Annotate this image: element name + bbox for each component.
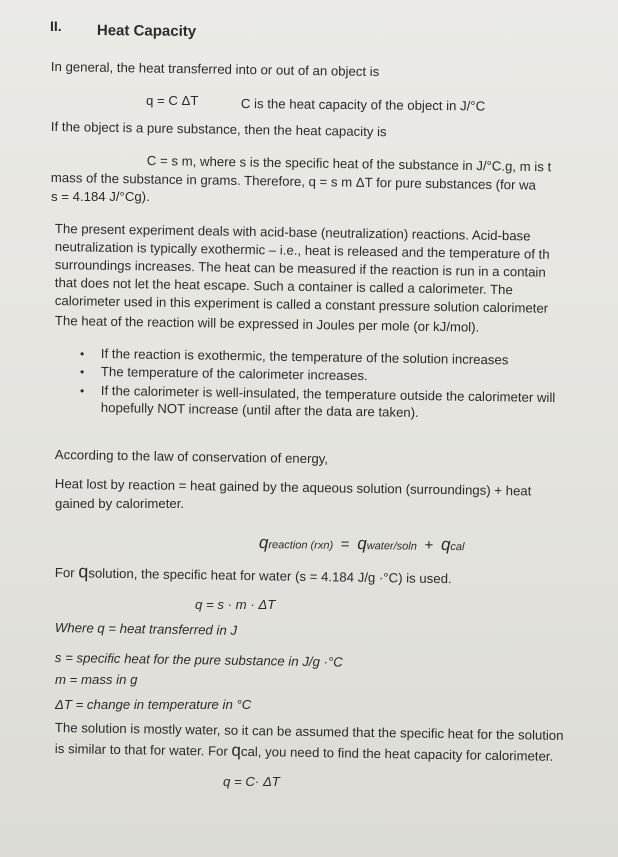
intro-line-4: s = 4.184 J/°Cg).: [51, 189, 150, 204]
solution-suffix: , the specific heat for water (s = 4.184 J/g ·°C) is used.: [133, 566, 452, 587]
equals-sign: =: [340, 535, 350, 553]
definition-q: Where q = heat transferred in J: [54, 620, 238, 638]
q-cal-inline-subscript: cal: [240, 743, 258, 760]
q-water-subscript: water/soln: [366, 540, 417, 553]
closing-line-2: [55, 740, 554, 764]
plus-sign: +: [424, 536, 434, 554]
conservation-line-1: According to the law of conservation of energy,: [54, 447, 329, 467]
q-water-symbol: q: [357, 534, 367, 554]
section-title: Heat Capacity: [96, 22, 197, 41]
definition-dt: ΔT = change in temperature in °C: [55, 697, 252, 712]
main-equation: [259, 535, 465, 555]
heat-capacity-definition: C is the heat capacity of the object in J/°C: [240, 96, 486, 114]
para2-line-1: The present experiment deals with acid-base (neutralization) reactions. Acid-base: [54, 221, 531, 244]
para2-line-4: that does not let the heat escape. Such a container is called a calorimeter. The: [54, 275, 513, 298]
equation-c-s-m-line: C = s m, where s is the specific heat of the substance in J/°C.g, m is t: [146, 153, 552, 175]
definition-s: s = specific heat for the pure substance in J/g ·°C: [54, 650, 343, 670]
q-solution-symbol: q: [78, 561, 89, 582]
q-solution-subscript: solution: [88, 565, 134, 582]
para2-line-6: The heat of the reaction will be expressed in Joules per mole (or kJ/mol).: [54, 313, 480, 335]
intro-line-3: mass of the substance in grams. Therefore, q = s m ΔT for pure substances (for wa: [50, 170, 537, 193]
para2-line-2: neutralization is typically exothermic – i.e., heat is released and the temperature of th: [54, 239, 550, 262]
bullet-item-3a: If the calorimeter is well-insulated, the temperature outside the calorimeter will: [100, 383, 556, 406]
bullet-item-1: If the reaction is exothermic, the temperature of the solution increases: [100, 346, 509, 368]
conservation-line-2: Heat lost by reaction = heat gained by the aqueous solution (surroundings) + heat: [54, 476, 532, 499]
equation-q-c-dt-final: q = C· ΔT: [223, 774, 280, 789]
bullet-marker: •: [80, 384, 85, 398]
q-cal-subscript: cal: [450, 541, 465, 554]
q-cal-inline-symbol: q: [231, 740, 242, 760]
intro-line-2: If the object is a pure substance, then the heat capacity is: [50, 119, 387, 140]
para2-line-3: surroundings increases. The heat can be measured if the reaction is run in a contain: [54, 257, 546, 280]
conservation-line-3: gained by calorimeter.: [55, 496, 185, 511]
solution-line: [54, 561, 452, 587]
closing-line-2-prefix: is similar to that for water. For: [54, 740, 232, 759]
section-number: II.: [50, 18, 62, 34]
q-cal-symbol: q: [440, 534, 451, 555]
solution-prefix: For: [54, 564, 79, 581]
q-reaction-subscript: reaction (rxn): [268, 539, 334, 552]
bullet-item-3b: hopefully NOT increase (until after the data are taken).: [100, 400, 419, 420]
bullet-marker: •: [80, 365, 85, 379]
q-reaction-symbol: q: [258, 533, 269, 553]
bullet-item-2: The temperature of the calorimeter increases.: [100, 364, 368, 384]
equation-q-c-dt: q = C ΔT: [146, 93, 199, 108]
definition-m: m = mass in g: [55, 672, 138, 687]
closing-line-1: The solution is mostly water, so it can be assumed that the specific heat for the solution: [54, 720, 564, 743]
para2-line-5: calorimeter used in this experiment is called a constant pressure solution calorimeter: [54, 293, 549, 316]
equation-q-s-m-dt: q = s · m · ΔT: [195, 597, 276, 612]
intro-line-1: In general, the heat transferred into or out of an object is: [50, 59, 380, 80]
closing-line-2-suffix: , you need to find the heat capacity for calorimeter.: [257, 744, 554, 764]
bullet-marker: •: [80, 347, 85, 361]
